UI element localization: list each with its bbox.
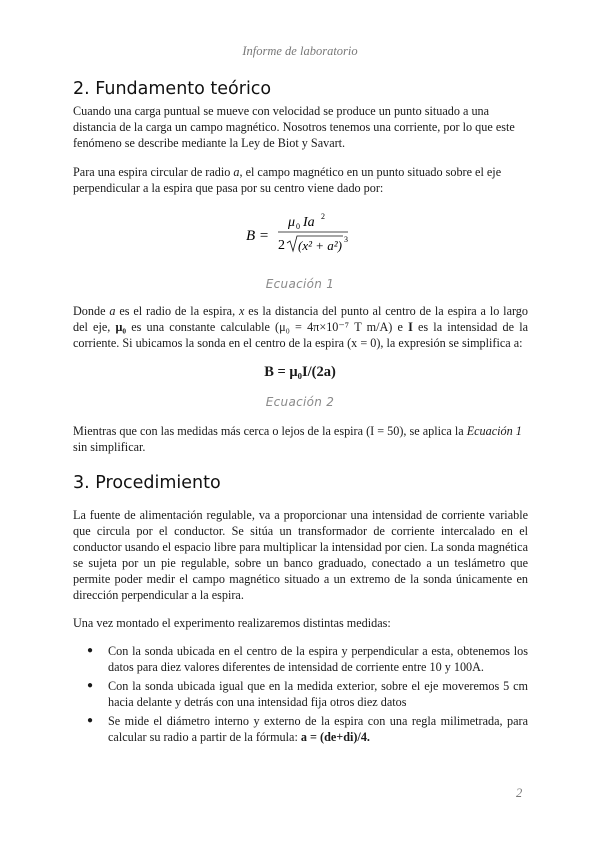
equation-1-den-inner: (x² + a²)	[298, 238, 342, 253]
equation-1-mu: μ	[288, 215, 296, 230]
section-2-paragraph-3	[73, 303, 528, 351]
equation-2: B = μ₀I/(2a)	[264, 364, 336, 380]
equation-1-num-exponent: 2	[321, 212, 325, 221]
list-item-text: Con la sonda ubicada igual que en la medida exterior, sobre el eje moveremos 5 cm hacia delante y detrás con una intensidad fija otros diez datos	[108, 679, 528, 709]
p3-text-a: Donde	[73, 304, 110, 318]
p4-text-pre: Mientras que con las medidas más cerca o lejos de la espira (I = 50), se aplica la	[73, 424, 467, 438]
section-3-paragraph-2: Una vez montado el experimento realizaremos distintas medidas:	[73, 616, 391, 630]
bullet-icon: ●	[87, 645, 94, 656]
radius-formula: a = (de+di)/4.	[300, 730, 370, 744]
equation-1-lhs: B =	[246, 228, 270, 244]
list-item	[73, 713, 528, 745]
section-3-paragraph-1: La fuente de alimentación regulable, va a proporcionar una intensidad de corriente variable que circula por el conductor. Se sitúa un transformador de corriente intercalado en el conductor usando el espacio libre para multiplicar la intensidad por cien. La sonda magnética se sujeta por un pie regulable, sobre un banco graduado, conectado a un teslámetro que permite poder medir el campo magnético situado a un extremo de la sonda únicamente en dirección perpendicular a la espira.	[73, 508, 528, 602]
p3-text-c: es la distancia del punto al centro de la espira a lo largo del eje,	[73, 304, 528, 334]
equation-1-den-coef: 2	[278, 238, 285, 253]
equation-1-caption: Ecuación 1	[265, 277, 335, 291]
p3-text-e: es la intensidad de la corriente. Si ubicamos la sonda en el centro de la espira (x = 0), la expresión se simplifica a:	[73, 320, 528, 350]
p4-text-post: sin simplificar.	[73, 440, 146, 454]
section-2-paragraph-1: Cuando una carga puntual se mueve con velocidad se produce un punto situado a una distancia de la carga un campo magnético. Nosotros tenemos una corriente, por lo que este fenómeno se describe mediante la Ley de Biot y Savart.	[73, 104, 515, 150]
p2-text-pre: Para una espira circular de radio	[73, 165, 234, 179]
p3-text-b: es el radio de la espira,	[115, 304, 239, 318]
section-2-heading: 2. Fundamento teórico	[73, 79, 272, 99]
section-2-paragraph-4	[73, 423, 528, 455]
section-3-heading: 3. Procedimiento	[73, 473, 221, 493]
list-item	[73, 643, 528, 675]
equation-1-reference: Ecuación 1	[466, 424, 522, 438]
equation-2-caption: Ecuación 2	[265, 395, 335, 409]
variable-a-2: a	[109, 304, 116, 318]
page-number: 2	[516, 786, 523, 800]
equation-1	[246, 209, 356, 259]
mu0-symbol: μ₀	[115, 320, 127, 334]
list-item-text: Con la sonda ubicada en el centro de la espira y perpendicular a esta, obtenemos los datos para diez valores diferentes de intensidad de corriente entre 10 y 100A.	[108, 644, 528, 674]
list-item	[73, 678, 528, 710]
measurement-list	[73, 643, 528, 748]
variable-a: a	[233, 165, 240, 179]
p3-text-d: es una constante calculable (μ₀ = 4π×10⁻⁷ T m/A) e	[126, 320, 409, 334]
bullet-icon: ●	[87, 715, 94, 726]
equation-1-numerator: Ia	[303, 215, 315, 230]
bullet-icon: ●	[87, 680, 94, 691]
running-header: Informe de laboratorio	[242, 44, 358, 58]
equation-1-mu-sub: 0	[296, 222, 300, 231]
list-item-text: Se mide el diámetro interno y externo de la espira con una regla milimetrada, para calcular su radio a partir de la fórmula:	[108, 714, 528, 744]
section-2-paragraph-2	[73, 164, 528, 196]
variable-x: x	[239, 304, 245, 318]
p2-text-post: , el campo magnético en un punto situado sobre el eje perpendicular a la espira que pasa por su centro viene dado por:	[73, 165, 502, 195]
equation-1-den-exponent: 3	[344, 235, 348, 244]
current-symbol: I	[408, 320, 413, 334]
